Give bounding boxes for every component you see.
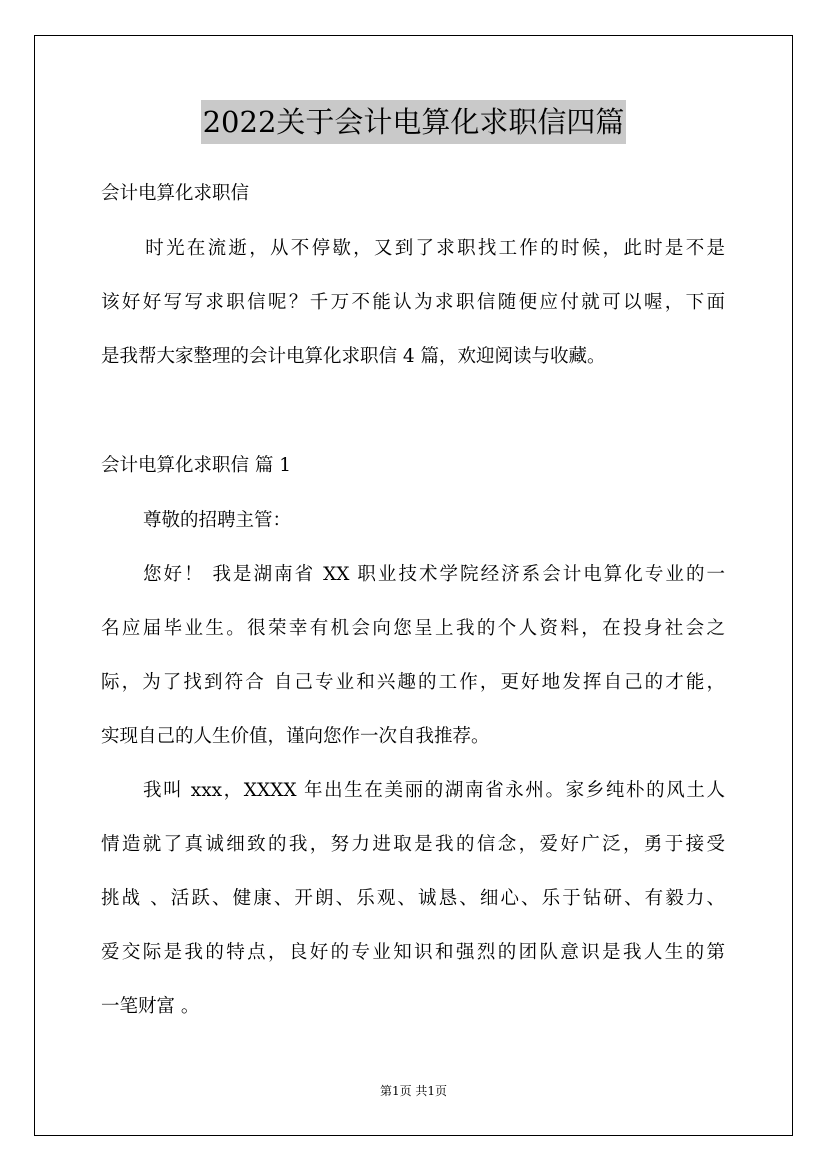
para1-line-4: 实现自己的人生价值，谨向您作一次自我推荐。 xyxy=(101,726,490,747)
document-title: 2022关于会计电算化求职信四篇 xyxy=(201,100,627,144)
salutation: 尊敬的招聘主管： xyxy=(143,510,292,531)
intro-line-2: 该好好写写求职信呢？千万不能认为求职信随便应付就可以喔，下面 xyxy=(101,292,725,313)
para2-line-3: 挑战 、活跃、健康、开朗、乐观、诚恳、细心、乐于钻研、有毅力、 xyxy=(101,888,725,909)
page-footer: 第1页 共1页 xyxy=(379,1084,448,1098)
para2-line-1: 我叫 xxx，XXXX 年出生在美丽的湖南省永州。家乡纯朴的风土人 xyxy=(143,780,725,801)
letter-heading: 会计电算化求职信 篇 1 xyxy=(101,455,292,476)
intro-line-3: 是我帮大家整理的会计电算化求职信 4 篇，欢迎阅读与收藏。 xyxy=(101,346,606,367)
para2-line-5: 一笔财富 。 xyxy=(101,996,200,1017)
section-heading: 会计电算化求职信 xyxy=(101,183,250,204)
para1-line-1: 您好！ 我是湖南省 XX 职业技术学院经济系会计电算化专业的一 xyxy=(143,564,725,585)
para1-line-2: 名应届毕业生。很荣幸有机会向您呈上我的个人资料，在投身社会之 xyxy=(101,618,725,639)
para1-line-3: 际，为了找到符合 自己专业和兴趣的工作，更好地发挥自己的才能， xyxy=(101,672,725,693)
para2-line-4: 爱交际是我的特点，良好的专业知识和强烈的团队意识是我人生的第 xyxy=(101,942,725,963)
intro-line-1: 时光在流逝，从不停歇，又到了求职找工作的时候，此时是不是 xyxy=(143,238,725,259)
para2-line-2: 情造就了真诚细致的我，努力进取是我的信念，爱好广泛，勇于接受 xyxy=(101,834,725,855)
